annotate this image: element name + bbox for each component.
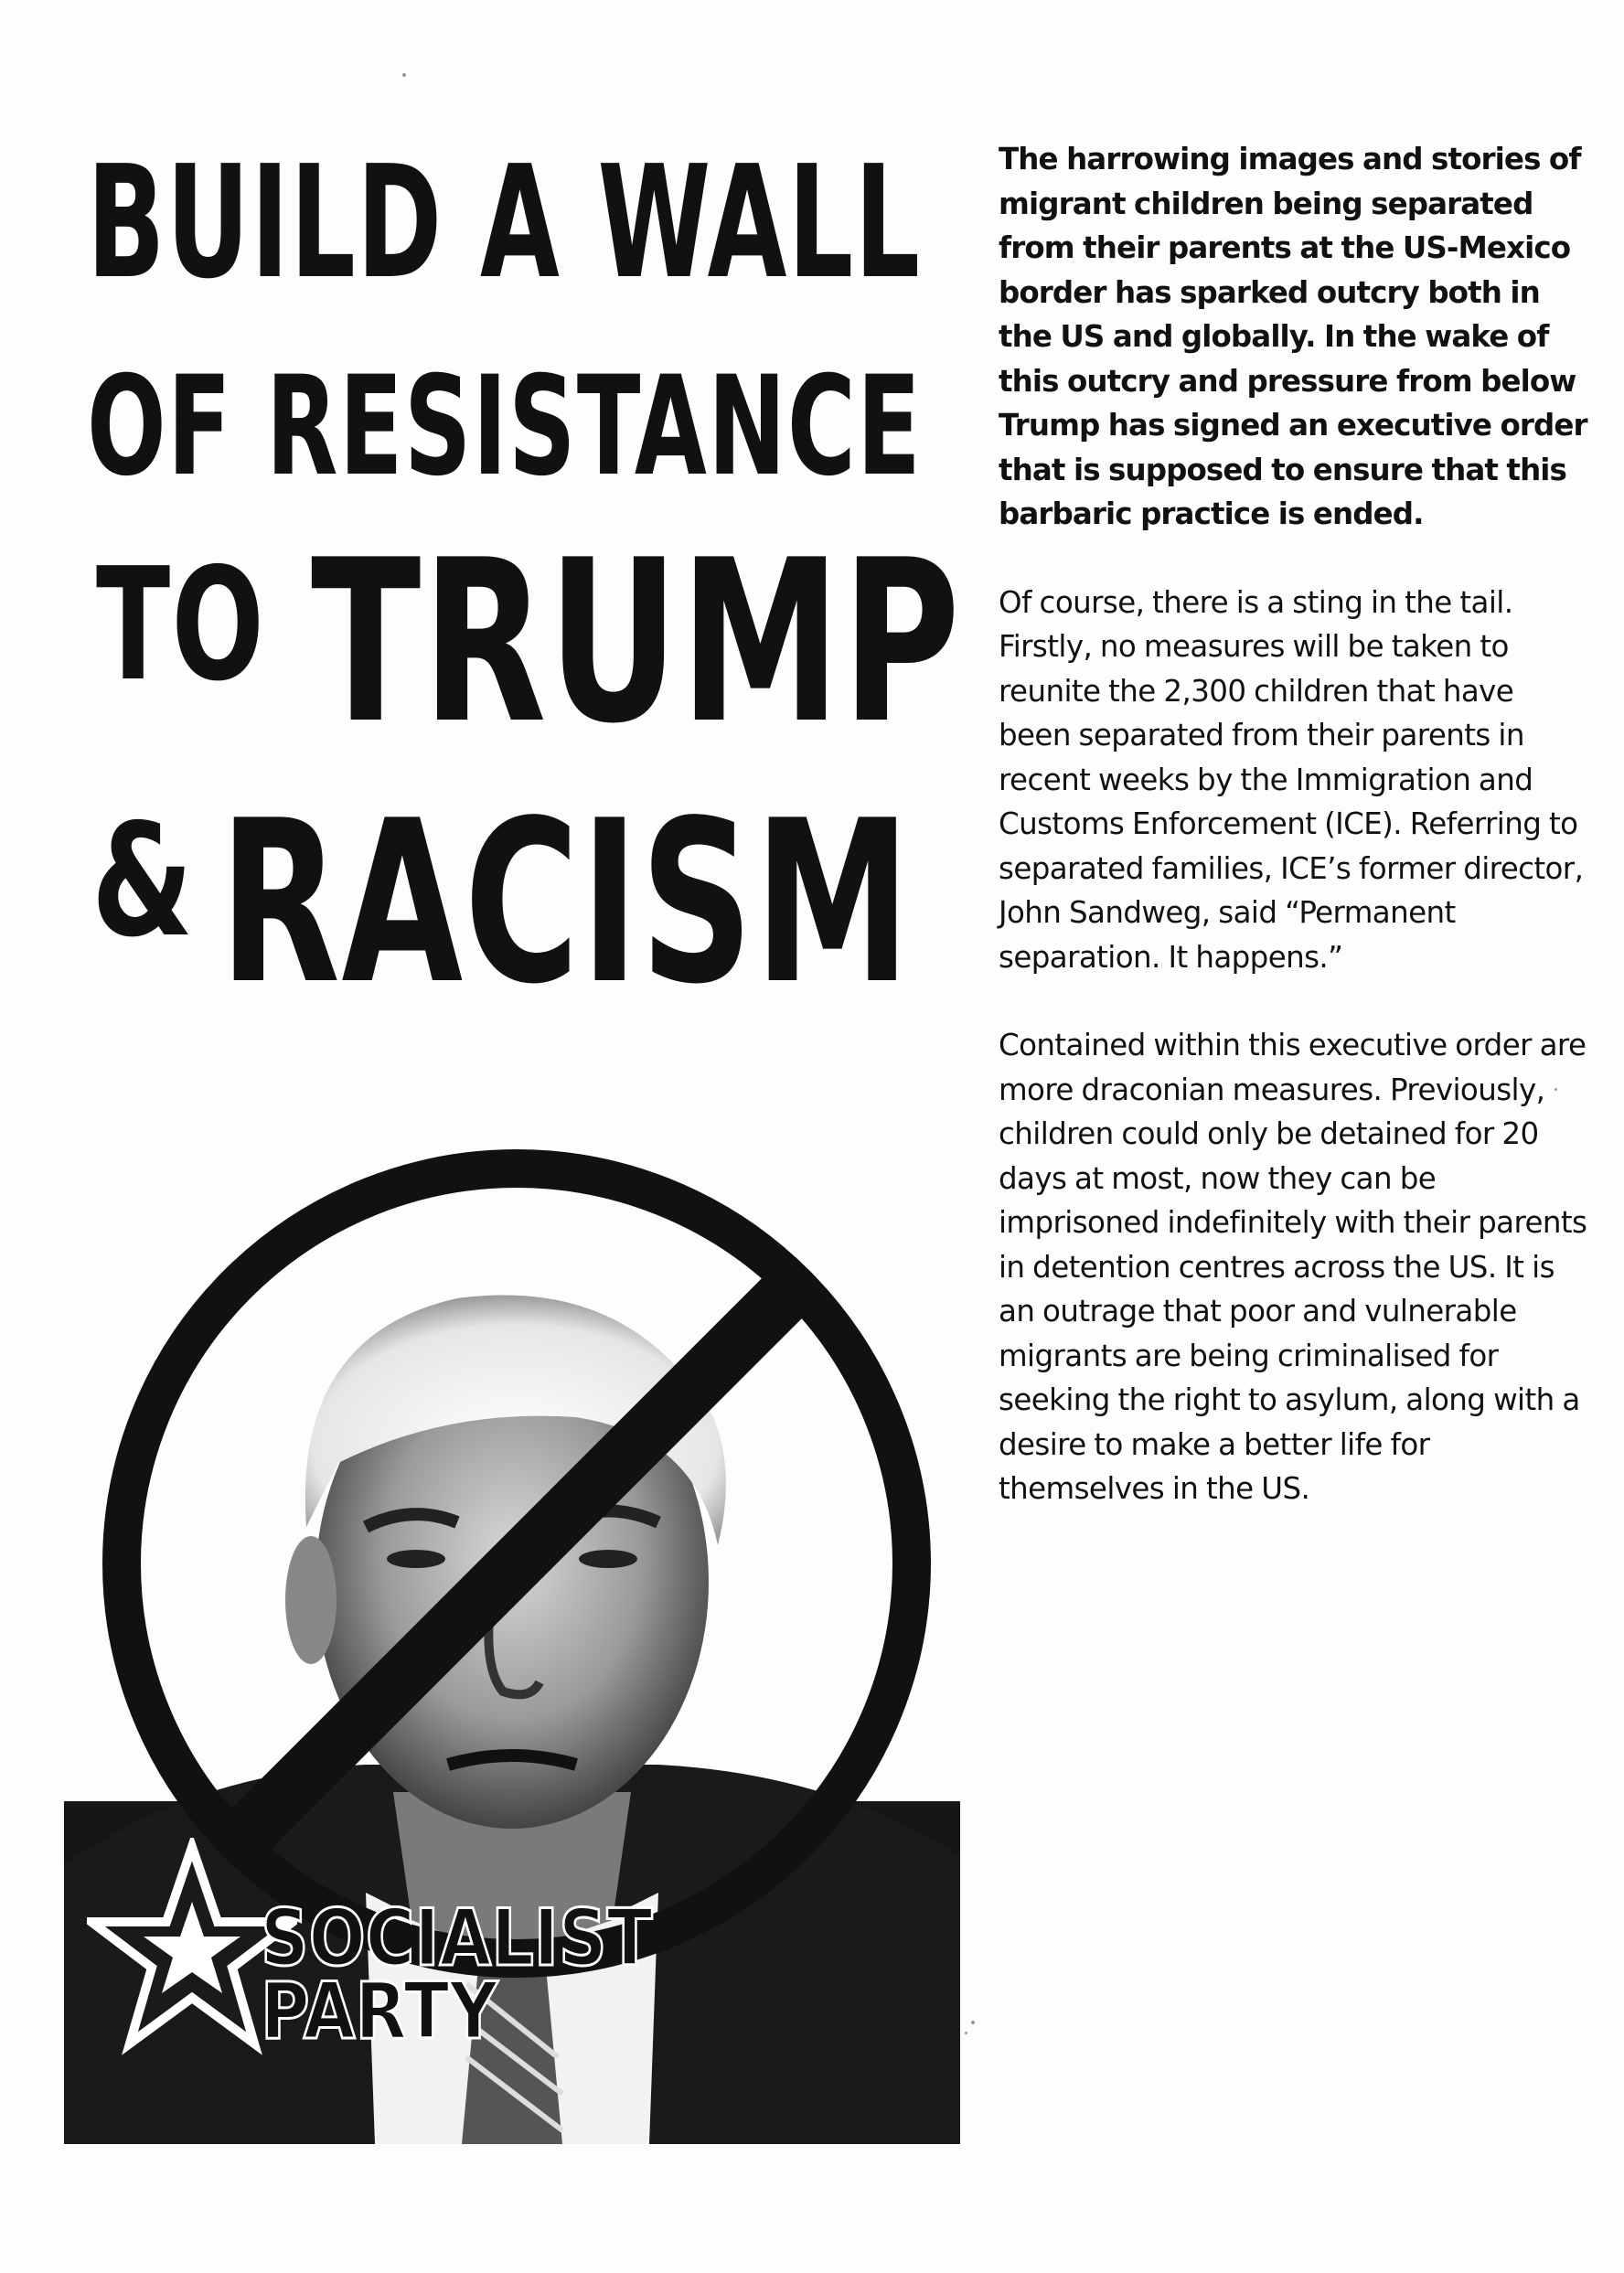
article-paragraph: Of course, there is a sting in the tail. Firstly, no measures will be taken to reunite the 2,300 children that have been separated from their parents in recent weeks by the Immigration and Customs Enforcement (ICE). Referring to separated families, ICE’s former director, John Sandweg, said “Permanent separation. It happens.” [999,584,1584,975]
socialist-party-logo [87,1819,653,2094]
scan-speck [965,2032,967,2034]
logo-text-party: PARTY [261,1966,498,2057]
headline-line-2: OF RESISTANCE [87,347,923,507]
article-paragraph: Contained within this executive order are more draconian measures. Previously, children could only be detained for 20 days at most, now they can be imprisoned indefinitely with their parents in detention centres across the US. It is an outrage that poor and vulnerable migrants are being criminalised for seeking the right to asylum, along with a desire to make a better life for themselves in the US. [999,1028,1587,1506]
headline-ampersand: & [91,791,195,972]
article-column [999,137,1593,1511]
ear [285,1536,337,1664]
headline-word-to: TO [96,535,266,716]
headline-word-racism: RACISM [219,773,913,1033]
headline-word-trump: TRUMP [311,512,962,773]
scan-speck [971,2021,975,2024]
left-eye [387,1550,445,1568]
headline-line-1: BUILD A WALL [87,133,922,314]
article-lead-paragraph: The harrowing images and stories of migrant children being separated from their parents at the US-Mexico border has sparked outcry both in the US and globally. In the wake of this outcry and pressure from below Trump has signed an executive order that is supposed to ensure that this barbaric practice is ended. [999,142,1587,531]
logo-text-socialist: SOCIALIST [261,1893,653,1984]
right-eye [579,1550,637,1568]
scan-speck [402,73,406,77]
